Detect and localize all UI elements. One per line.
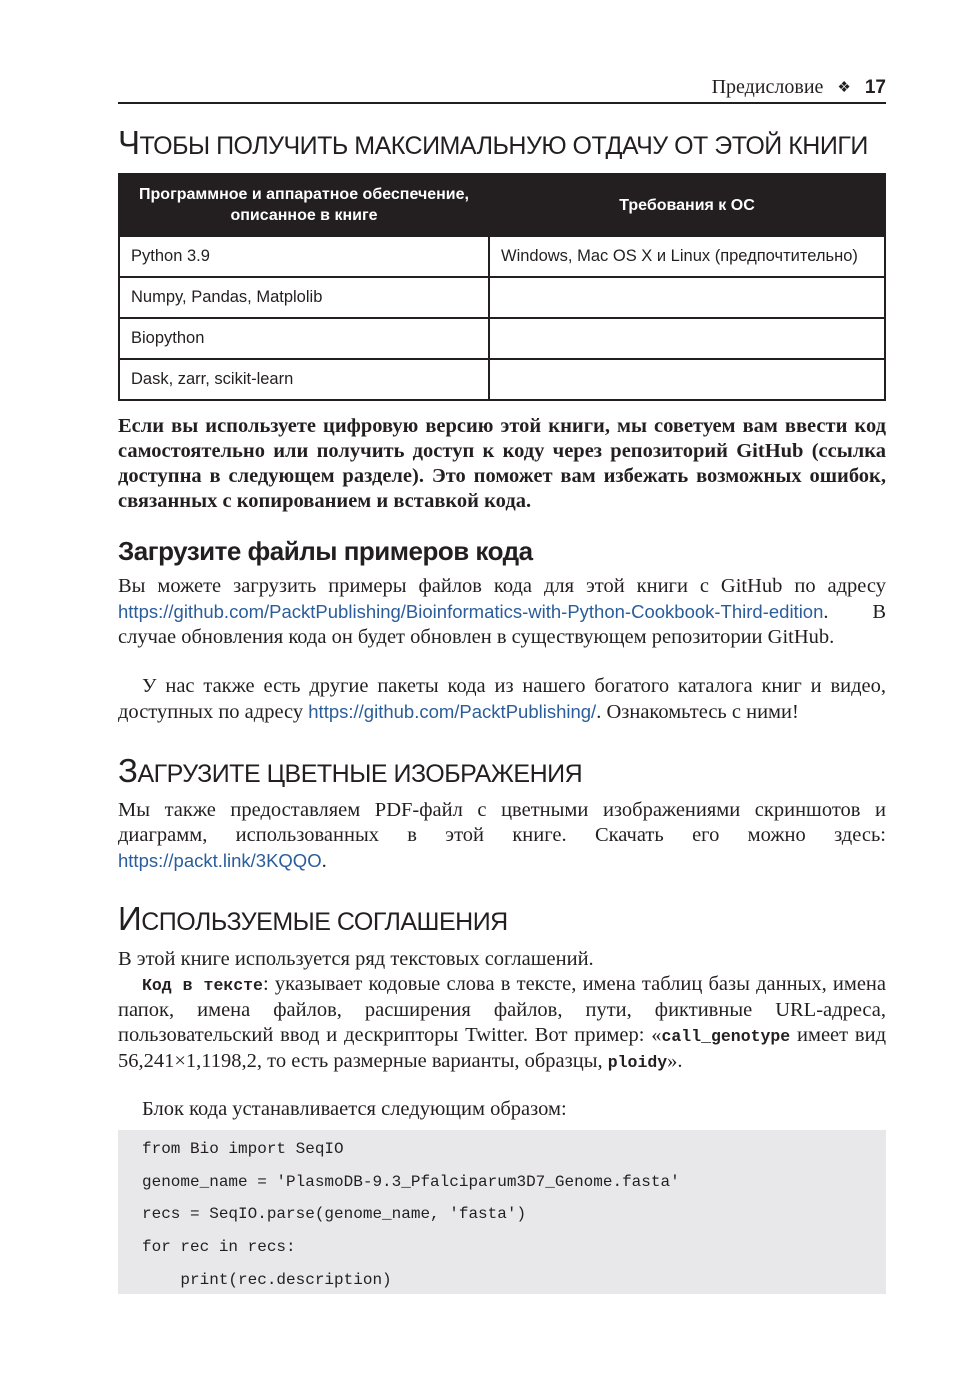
code-in-text-paragraph: Код в тексте: указывает кодовые слова в тексте, имена таблиц базы данных, имена папок, имена файлов, расширения файлов, пути, фиктивные URL-адреса, пользовательский ввод и дескрипторы Twitter. Вот пример: «call_genotype имеет вид 56,241×1,1198,2, то есть размерные варианты, образцы, ploidy». <box>118 973 886 1072</box>
running-head <box>712 76 886 99</box>
table-row <box>119 236 885 277</box>
requirements-table <box>118 173 886 401</box>
running-head-section: Предисловие <box>711 76 824 98</box>
code-block <box>118 1130 886 1294</box>
packt-github-link[interactable]: https://github.com/PacktPublishing/ <box>308 701 597 722</box>
conventions-intro: В этой книге используется ряд текстовых соглашений. <box>118 948 594 970</box>
inline-code-sample: ploidy <box>607 1053 668 1072</box>
table-row <box>119 359 885 400</box>
code-line: print(rec.description) <box>142 1271 392 1289</box>
table-cell: Biopython <box>119 318 489 359</box>
header-rule <box>118 102 886 104</box>
digital-version-note: Если вы используете цифровую версию этой книги, мы советуем вам ввести код самостоятельно или получить доступ к коду через репозиторий GitHub (ссылка доступна в следующем разделе). Это поможет вам избежать возможных ошибок, связанных с копированием и вставкой кода. <box>118 415 886 512</box>
table-cell <box>489 359 885 400</box>
page-number: 17 <box>864 76 886 98</box>
table-row <box>119 318 885 359</box>
table-cell <box>489 318 885 359</box>
color-images-paragraph: Мы также предоставляем PDF-файл с цветными изображениями скриншотов и диаграмм, использованных в этой книге. Скачать его можно здесь: https://packt.link/3KQQO. <box>118 799 886 872</box>
code-line: for rec in recs: <box>142 1238 296 1256</box>
ornament-icon: ❖ <box>837 80 851 96</box>
table-header-row <box>119 174 885 236</box>
table-header-software: Программное и аппаратное обеспечение, описанное в книге <box>119 174 489 236</box>
table-cell: Python 3.9 <box>119 236 489 277</box>
color-images-link[interactable]: https://packt.link/3KQQO <box>118 850 322 871</box>
table-cell <box>489 277 885 318</box>
table-cell: Numpy, Pandas, Matplolib <box>119 277 489 318</box>
table-header-os: Требования к ОС <box>489 174 885 236</box>
download-paragraph: Вы можете загрузить примеры файлов кода для этой книги с GitHub по адресу https://github.com/PacktPublishing/Bioinformatics-with-Python-Cookbook-Third-edition. В случае обновления кода он будет обновлен в существующем репозитории GitHub. <box>118 575 886 648</box>
code-line: from Bio import SeqIO <box>142 1140 344 1158</box>
heading-conventions: ИСПОЛЬЗУЕМЫЕ СОГЛАШЕНИЯ <box>118 900 508 937</box>
code-block-intro: Блок кода устанавливается следующим образом: <box>142 1098 567 1120</box>
code-in-text-label: Код в тексте <box>142 976 263 995</box>
heading-download-code: Загрузите файлы примеров кода <box>118 536 533 566</box>
other-bundles-paragraph: У нас также есть другие пакеты кода из нашего богатого каталога книг и видео, доступных по адресу https://github.com/PacktPublishing/. Ознакомьтесь с ними! <box>118 675 886 723</box>
heading-get-most: ЧТОБЫ ПОЛУЧИТЬ МАКСИМАЛЬНУЮ ОТДАЧУ ОТ ЭТОЙ КНИГИ <box>118 124 868 161</box>
github-repo-link[interactable]: https://github.com/PacktPublishing/Bioinformatics-with-Python-Cookbook-Third-edition <box>118 601 824 622</box>
code-line: genome_name = 'PlasmoDB-9.3_Pfalciparum3D7_Genome.fasta' <box>142 1173 680 1191</box>
table-row <box>119 277 885 318</box>
heading-color-images: ЗАГРУЗИТЕ ЦВЕТНЫЕ ИЗОБРАЖЕНИЯ <box>118 752 583 789</box>
code-line: recs = SeqIO.parse(genome_name, 'fasta') <box>142 1205 527 1223</box>
table-cell: Windows, Mac OS X и Linux (предпочтительно) <box>489 236 885 277</box>
table-cell: Dask, zarr, scikit-learn <box>119 359 489 400</box>
inline-code-sample: call_genotype <box>661 1027 791 1046</box>
